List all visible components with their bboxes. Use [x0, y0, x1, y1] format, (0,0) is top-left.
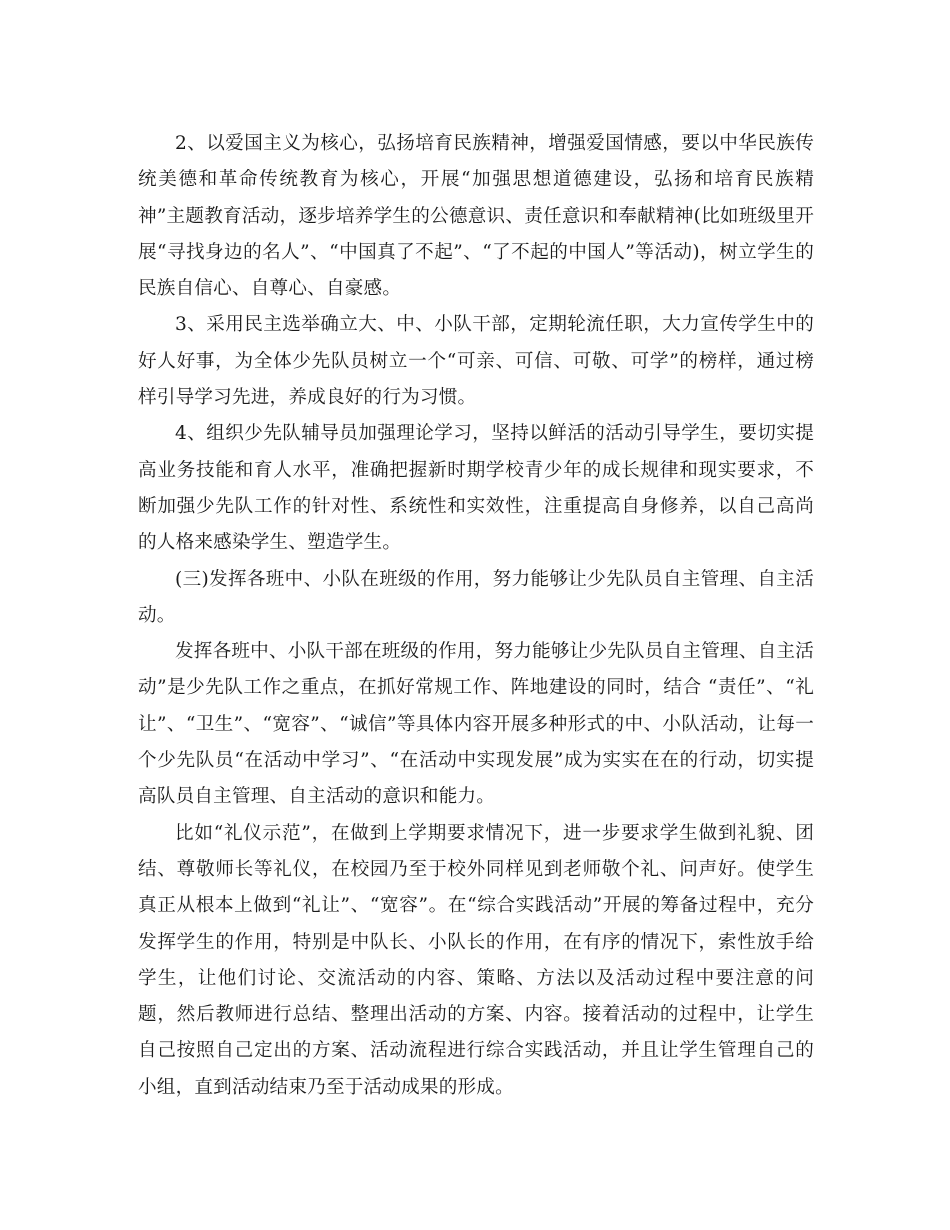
paragraph-etiquette-example: 比如“礼仪示范”，在做到上学期要求情况下，进一步要求学生做到礼貌、团结、尊敬师长等礼仪，在校园乃至于校外同样见到老师敬个礼、问声好。使学生真正从根本上做到“礼让”、“宽容”。在“综合实践活动”开展的筹备过程中，充分发挥学生的作用，特别是中队长、小队长的作用，在有序的情况下，索性放手给学生，让他们讨论、交流活动的内容、策略、方法以及活动过程中要注意的问题，然后教师进行总结、整理出活动的方案、内容。接着活动的过程中，让学生自己按照自己定出的方案、活动流程进行综合实践活动，并且让学生管理自己的小组，直到活动结束乃至于活动成果的形成。 [138, 822, 814, 1098]
paragraph-item-4: 4、组织少先队辅导员加强理论学习，坚持以鲜活的活动引导学生，要切实提高业务技能和育人水平，准确把握新时期学校青少年的成长规律和现实要求，不断加强少先队工作的针对性、系统性和实效性，注重提高自身修养，以自己高尚的人格来感染学生、塑造学生。 [138, 423, 814, 554]
paragraph-self-management: 发挥各班中、小队干部在班级的作用，努力能够让少先队员自主管理、自主活动”是少先队工作之重点，在抓好常规工作、阵地建设的同时，结合 “责任”、“礼让”、“卫生”、“宽容”、“诚信”等具体内容开展多种形式的中、小队活动，让每一个少先队员“在活动中学习”、“在活动中实现发展”成为实实在在的行动，切实提高队员自主管理、自主活动的意识和能力。 [138, 641, 814, 808]
paragraph-item-3: 3、采用民主选举确立大、中、小队干部，定期轮流任职，大力宣传学生中的好人好事，为全体少先队员树立一个“可亲、可信、可敬、可学”的榜样，通过榜样引导学习先进，养成良好的行为习惯。 [138, 314, 814, 409]
document-body [138, 126, 814, 1106]
paragraph-item-2: 2、以爱国主义为核心，弘扬培育民族精神，增强爱国情感，要以中华民族传统美德和革命传统教育为核心，开展“加强思想道德建设，弘扬和培育民族精神”主题教育活动，逐步培养学生的公德意识、责任意识和奉献精神(比如班级里开展“寻找身边的名人”、“中国真了不起”、“了不起的中国人”等活动)，树立学生的民族自信心、自尊心、自豪感。 [138, 133, 814, 300]
section-heading-3: (三)发挥各班中、小队在班级的作用，努力能够让少先队员自主管理、自主活动。 [138, 568, 814, 626]
